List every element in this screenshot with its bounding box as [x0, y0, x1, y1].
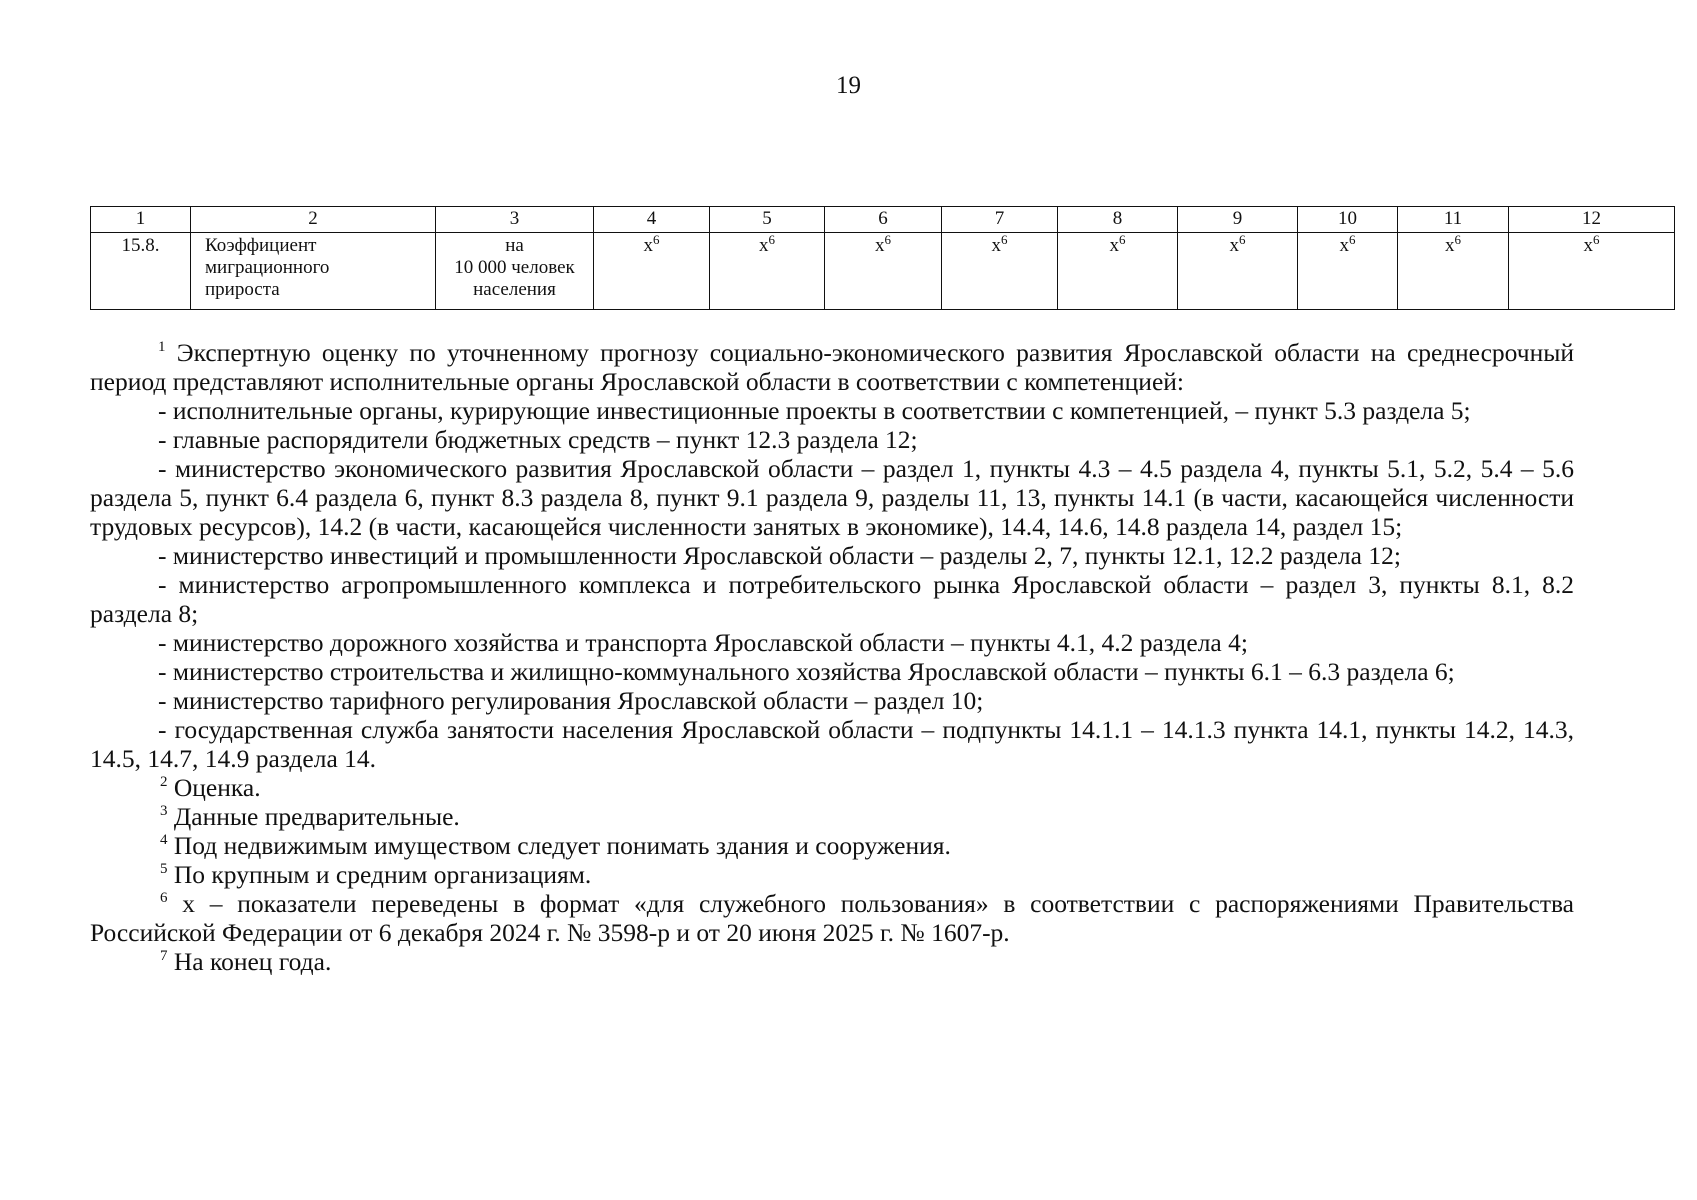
value-mark: x: [643, 235, 653, 256]
value-cell: [594, 233, 710, 310]
footnote-7: [90, 947, 1574, 976]
footnote-marker: 2: [160, 774, 168, 790]
footnote-5: [90, 860, 1574, 889]
value-cell: [710, 233, 825, 310]
table-header-row: [91, 207, 1675, 233]
footnote-marker: 3: [160, 803, 168, 819]
indicator-name-line: миграционного: [205, 257, 330, 278]
value-mark: x: [1445, 235, 1455, 256]
value-mark: x: [1229, 235, 1239, 256]
footnote-4: [90, 831, 1574, 860]
value-cell: [942, 233, 1058, 310]
value-mark: x: [991, 235, 1001, 256]
footnote-ref: 6: [1239, 232, 1246, 247]
footnote-ref: 6: [1119, 232, 1126, 247]
footnote-text: Экспертную оценку по уточненному прогнозу социально-экономического развития Ярославской области на среднесрочный период представляют исполнительные органы Ярославской области в соответствии с компетенцией:: [90, 338, 1575, 396]
indicator-name: [191, 233, 436, 310]
footnote-text: х – показатели переведены в формат «для служебного пользования» в соответствии с распоряжениями Правительства Российской Федерации от 6 декабря 2024 г. № 3598-р и от 20 июня 2025 г. № 1607-р.: [90, 889, 1574, 947]
footnote-marker: 7: [160, 948, 168, 964]
table-row: [91, 233, 1675, 310]
list-item: - министерство экономического развития Ярославской области – раздел 1, пункты 4.3 – 4.5 раздела 4, пункты 5.1, 5.2, 5.4 – 5.6 раздела 5, пункт 6.4 раздела 6, пункт 8.3 раздела 8, пункт 9.1 раздела 9, разделы 11, 13, пункты 14.1 (в части, касающейся численности трудовых ресурсов), 14.2 (в части, касающейся численности занятых в экономике), 14.4, 14.6, 14.8 раздела 14, раздел 15;: [90, 454, 1574, 541]
list-item: - исполнительные органы, курирующие инвестиционные проекты в соответствии с компетенцией, – пункт 5.3 раздела 5;: [158, 396, 1471, 425]
value-mark: x: [759, 235, 769, 256]
column-header: 7: [942, 207, 1058, 233]
footnote-text: Данные предварительные.: [173, 802, 460, 831]
column-header: 10: [1298, 207, 1398, 233]
column-header: 2: [191, 207, 436, 233]
list-item: - министерство дорожного хозяйства и транспорта Ярославской области – пункты 4.1, 4.2 раздела 4;: [158, 628, 1248, 657]
column-header: 9: [1178, 207, 1298, 233]
value-mark: x: [1339, 235, 1349, 256]
value-cell: [1298, 233, 1398, 310]
value-mark: x: [875, 235, 885, 256]
list-item: - министерство тарифного регулирования Ярославской области – раздел 10;: [158, 686, 984, 715]
footnote-1: [90, 338, 1574, 396]
value-cell: [1178, 233, 1298, 310]
page-number: 19: [836, 72, 861, 99]
footnote-ref: 6: [884, 232, 891, 247]
footnote-text: На конец года.: [173, 947, 332, 976]
footnote-ref: 6: [1593, 232, 1600, 247]
value-mark: x: [1583, 235, 1593, 256]
indicator-table: [90, 206, 1675, 310]
unit-cell: [436, 233, 594, 310]
footnote-text: Под недвижимым имуществом следует понимать здания и сооружения.: [173, 831, 951, 860]
unit-line: 10 000 человек: [454, 257, 575, 278]
footnote-marker: 6: [160, 890, 168, 906]
footnote-marker: 1: [158, 339, 166, 355]
footnote-6: [90, 889, 1574, 947]
footnote-ref: 6: [768, 232, 775, 247]
value-mark: x: [1109, 235, 1119, 256]
column-header: 5: [710, 207, 825, 233]
value-cell: [1398, 233, 1509, 310]
footnote-text: Оценка.: [173, 773, 261, 802]
unit-line: населения: [473, 279, 556, 300]
list-item: - государственная служба занятости населения Ярославской области – подпункты 14.1.1 – 14.1.3 пункта 14.1, пункты 14.2, 14.3, 14.5, 14.7, 14.9 раздела 14.: [90, 715, 1574, 773]
unit-line: на: [505, 235, 524, 256]
footnote-marker: 4: [160, 832, 168, 848]
value-cell: [825, 233, 942, 310]
footnote-marker: 5: [160, 861, 168, 877]
footnotes: [90, 338, 1574, 976]
column-header: 8: [1058, 207, 1178, 233]
column-header: 4: [594, 207, 710, 233]
footnote-ref: 6: [1001, 232, 1008, 247]
list-item: - главные распорядители бюджетных средств – пункт 12.3 раздела 12;: [158, 425, 918, 454]
footnote-3: [90, 802, 1574, 831]
indicator-name-line: Коэффициент: [205, 235, 317, 256]
column-header: 3: [436, 207, 594, 233]
column-header: 1: [91, 207, 191, 233]
row-number: 15.8.: [91, 233, 191, 310]
footnote-ref: 6: [1454, 232, 1461, 247]
list-item: - министерство агропромышленного комплекса и потребительского рынка Ярославской области – раздел 3, пункты 8.1, 8.2 раздела 8;: [90, 570, 1574, 628]
column-header: 11: [1398, 207, 1509, 233]
footnote-ref: 6: [1349, 232, 1356, 247]
footnote-ref: 6: [653, 232, 660, 247]
column-header: 12: [1509, 207, 1675, 233]
footnote-text: По крупным и средним организациям.: [173, 860, 592, 889]
value-cell: [1509, 233, 1675, 310]
footnote-2: [90, 773, 1574, 802]
value-cell: [1058, 233, 1178, 310]
list-item: - министерство строительства и жилищно-коммунального хозяйства Ярославской области – пункты 6.1 – 6.3 раздела 6;: [158, 657, 1455, 686]
list-item: - министерство инвестиций и промышленности Ярославской области – разделы 2, 7, пункты 12.1, 12.2 раздела 12;: [158, 541, 1401, 570]
indicator-name-line: прироста: [205, 279, 280, 300]
column-header: 6: [825, 207, 942, 233]
